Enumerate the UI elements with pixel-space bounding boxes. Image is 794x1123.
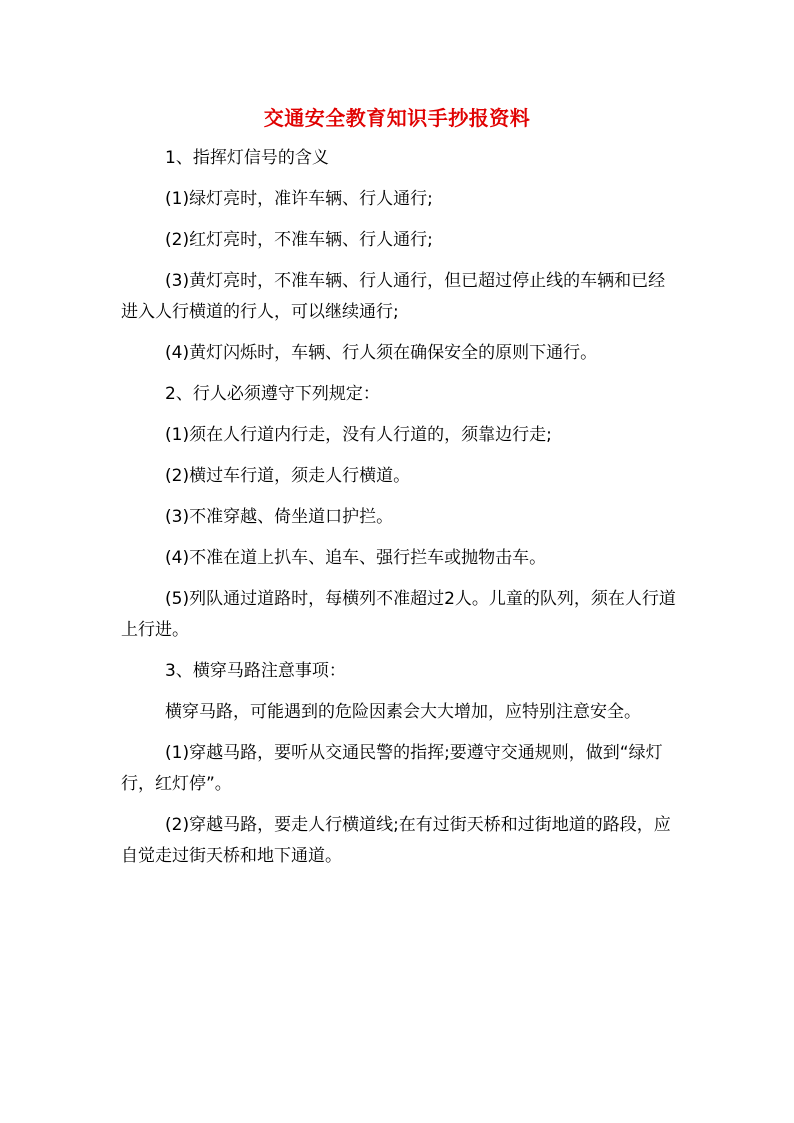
paragraph-pedestrian-rule-5: (5)列队通过道路时，每横列不准超过2人。儿童的队列，须在人行道上行进。 (121, 589, 676, 640)
section-heading-pedestrian-rules: 2、行人必须遵守下列规定： (165, 384, 380, 404)
paragraph-flashing-yellow: (4)黄灯闪烁时，车辆、行人须在确保安全的原则下通行。 (165, 343, 598, 363)
section-heading-crossing-road: 3、横穿马路注意事项： (165, 661, 346, 681)
paragraph-crossing-rule-2: (2)穿越马路，要走人行横道线;在有过街天桥和过街地道的路段，应自觉走过街天桥和地下通道。 (121, 815, 671, 866)
paragraph-green-light: (1)绿灯亮时，准许车辆、行人通行; (165, 189, 433, 209)
document-body (121, 143, 677, 882)
section-heading-traffic-signals: 1、指挥灯信号的含义 (165, 148, 329, 168)
paragraph-yellow-light: (3)黄灯亮时，不准车辆、行人通行，但已超过停止线的车辆和已经进入人行横道的行人，可以继续通行; (121, 271, 666, 322)
paragraph-crossing-intro: 横穿马路，可能遇到的危险因素会大大增加，应特别注意安全。 (165, 702, 641, 722)
paragraph-crossing-rule-1: (1)穿越马路，要听从交通民警的指挥;要遵守交通规则，做到“绿灯行，红灯停”。 (121, 743, 663, 794)
paragraph-pedestrian-rule-3: (3)不准穿越、倚坐道口护拦。 (165, 507, 394, 527)
paragraph-pedestrian-rule-4: (4)不准在道上扒车、追车、强行拦车或抛物击车。 (165, 548, 547, 568)
paragraph-pedestrian-rule-2: (2)横过车行道，须走人行横道。 (165, 466, 411, 486)
paragraph-red-light: (2)红灯亮时，不准车辆、行人通行; (165, 230, 433, 250)
document-title: 交通安全教育知识手抄报资料 (263, 106, 531, 130)
paragraph-pedestrian-rule-1: (1)须在人行道内行走，没有人行道的，须靠边行走; (165, 425, 552, 445)
